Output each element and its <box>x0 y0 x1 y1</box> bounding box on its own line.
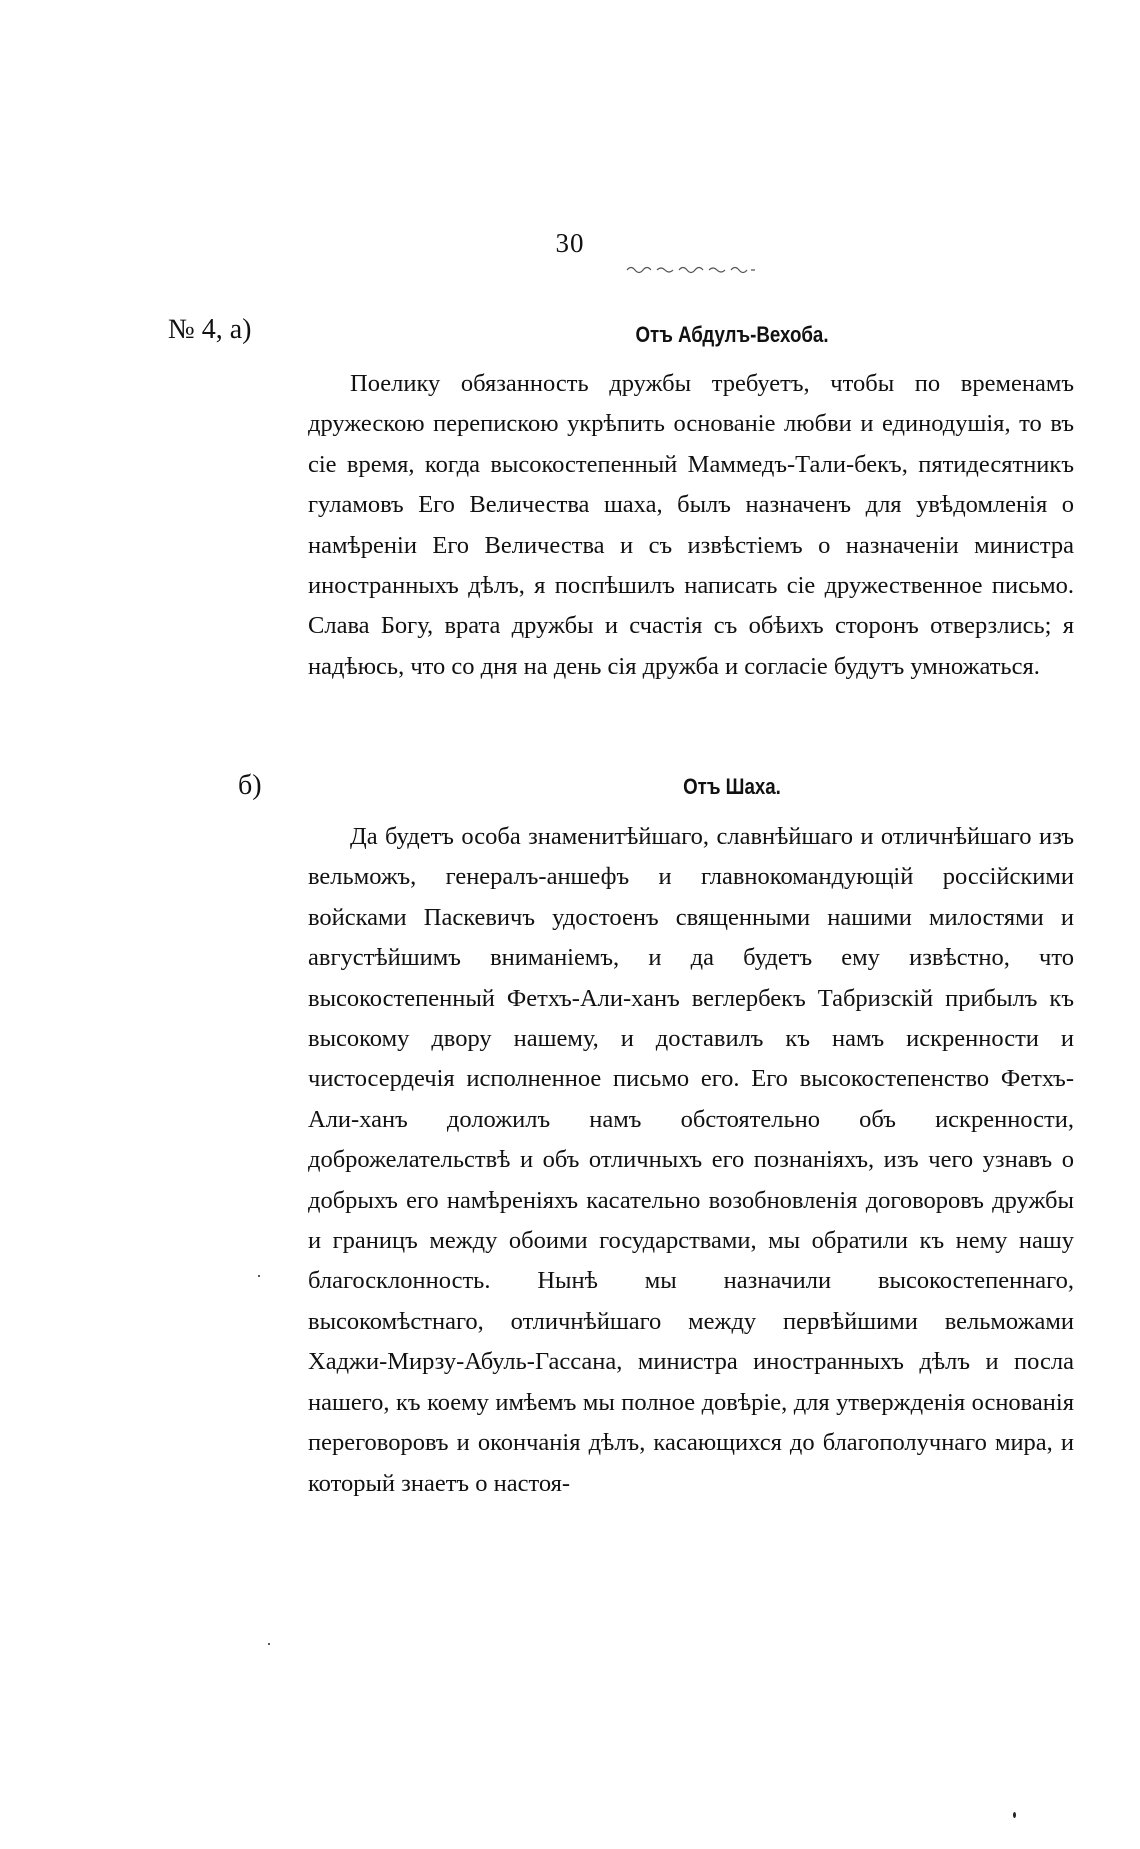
section-b-paragraph: Да будетъ особа знаменитѣйшаго, славнѣйшаго и отличнѣйшаго изъ вельможъ, генералъ-аншефъ и главнокомандующій россійскими войсками Паскевичъ удостоенъ священными нашими милостями и августѣйшимъ вниманіемъ, и да будетъ ему извѣстно, что высокостепенный Фетхъ-Али-ханъ веглербекъ Табризскій прибылъ къ высокому двору нашему, и доставилъ къ намъ искренности и чистосердечія исполненное письмо его. Его высокостепенство Фетхъ-Али-ханъ доложилъ намъ обстоятельно объ искренности, доброжелательствѣ и объ отличныхъ его познаніяхъ, изъ чего узнавъ о добрыхъ его намѣреніяхъ касательно возобновленія договоровъ дружбы и границъ между обоими государствами, мы обратили къ нему нашу благосклонность. Нынѣ мы назначили высокостепеннаго, высокомѣстнаго, отличнѣйшаго между первѣйшими вельможами Хаджи-Мирзу-Абуль-Гассана, министра иностранныхъ дѣлъ и посла нашего, къ коему имѣемъ мы полное довѣріе, для утвержденія основанія переговоровъ и окончанія дѣлъ, касающихся до благополучнаго мира, и который знаетъ о настоя- <box>308 823 1074 1497</box>
section-a-heading: Отъ Абдулъ-Вехоба. <box>635 322 829 347</box>
page-number: 30 <box>555 228 585 258</box>
section-b-heading: Отъ Шаха. <box>683 774 781 799</box>
scan-speck <box>268 1643 270 1645</box>
scan-speck <box>258 1275 260 1277</box>
section-a-paragraph: Поелику обязанность дружбы требуетъ, чтобы по временамъ дружескою перепискою укрѣпить основаніе любви и единодушія, то въ сіе время, когда высокостепенный Маммедъ-Тали-бекъ, пятидесятникъ гуламовъ Его Величества шаха, былъ назначенъ для увѣдомленія о намѣреніи Его Величества и съ извѣстіемъ о назначеніи министра иностранныхъ дѣлъ, я поспѣшилъ написать сіе дружественное письмо. Слава Богу, врата дружбы и счастія съ обѣихъ сторонъ отверзлись; я надѣюсь, что со дня на день сія дружба и согласіе будутъ умножаться. <box>308 370 1074 680</box>
subsection-b-label: б) <box>238 770 262 801</box>
document-number-label: № 4, а) <box>168 314 252 345</box>
scan-speck <box>1013 1812 1016 1818</box>
decorative-rule <box>625 264 757 274</box>
